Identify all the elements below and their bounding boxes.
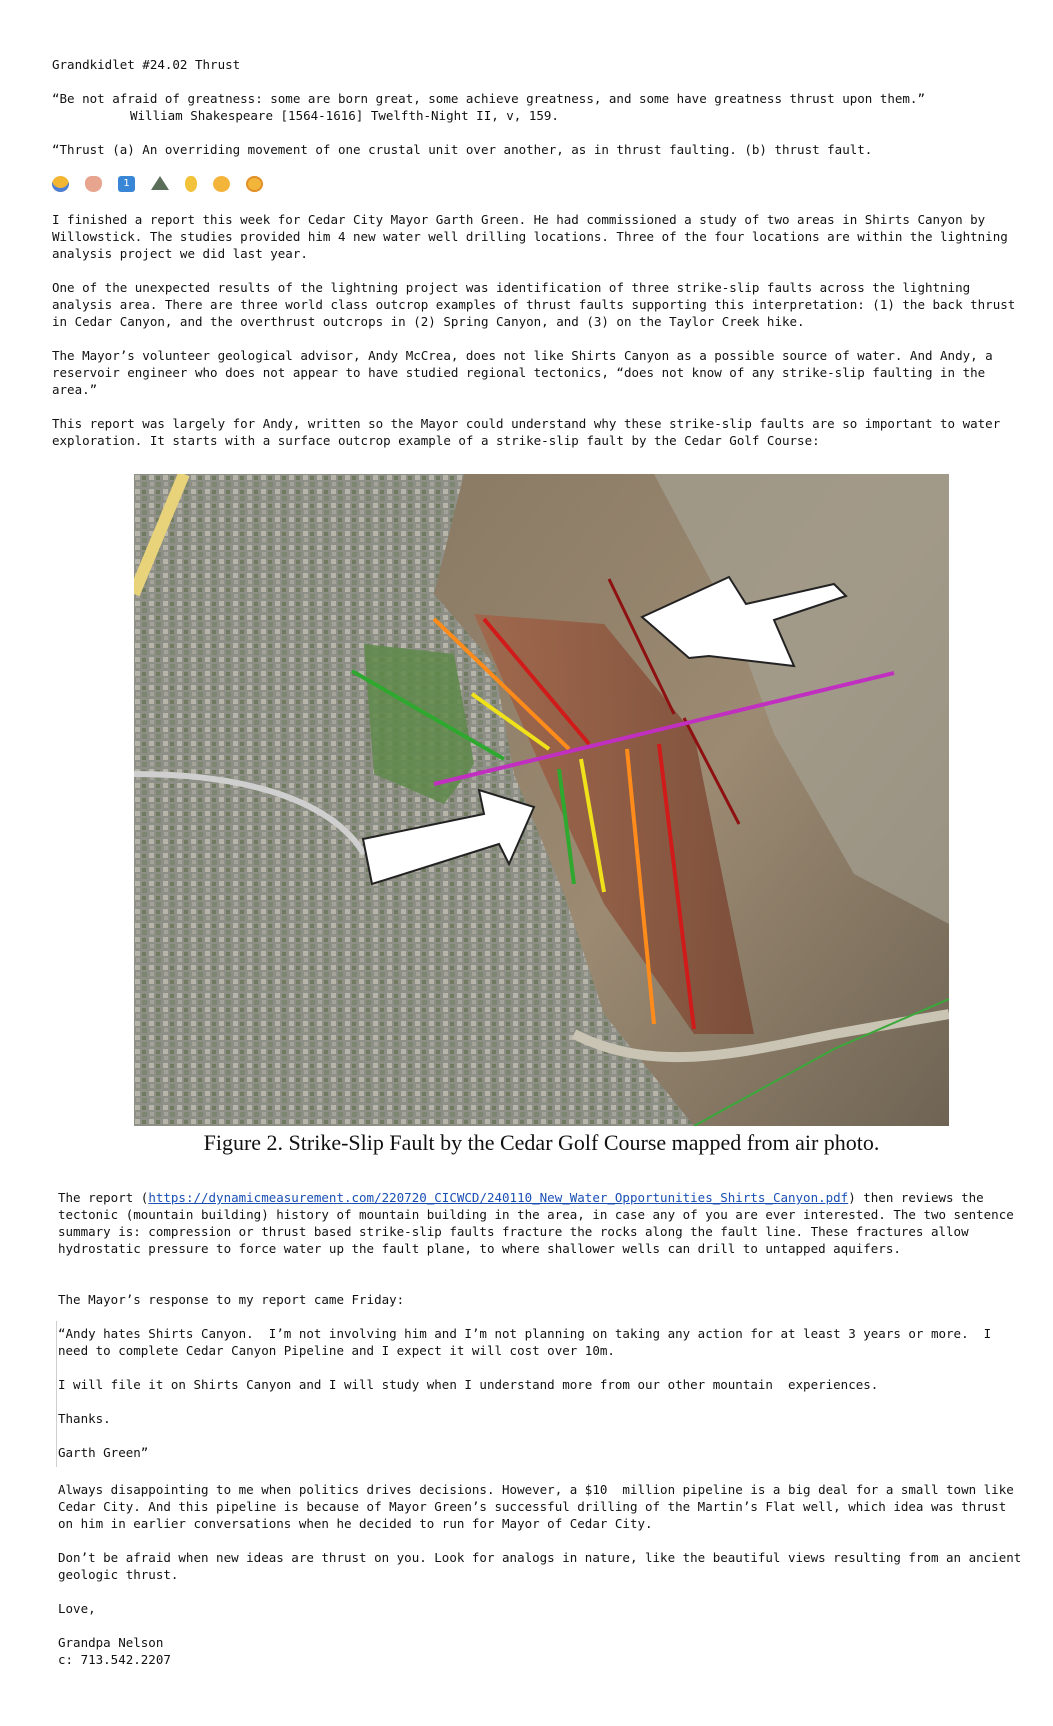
report-link[interactable]: https://dynamicmeasurement.com/220720_CICWCD/240110_New_Water_Opportunities_Shirts_Canyon.pdf [148,1190,849,1205]
paragraph-mayor-response: The Mayor’s response to my report came Friday: [58,1292,405,1307]
paragraph-report-link [58,1189,1028,1257]
paragraph-new-ideas: Don’t be afraid when new ideas are thrust on you. Look for analogs in nature, like the beautiful views resulting from an ancient geologic thrust. [58,1550,1029,1582]
grin-face-icon [246,176,263,192]
emoji-row [52,176,263,192]
keycap-one-icon: 1 [118,176,135,192]
air-photo [134,474,949,1126]
pointing-hand-icon [185,176,197,192]
smile-face-icon [213,176,230,192]
signature-name: Grandpa Nelson [58,1635,164,1650]
report-suffix: ) then reviews the tectonic (mountain building) history of mountain building in the area, in case any of you are ever interested. The two sentence summary is: compression or thrust based strike-slip faults fracture the rocks along the fault line. These fractures allow hydrostatic pressure to force water up the fault plane, to where shallower wells can drill to untapped aquifers. [58,1190,1022,1256]
closing-love: Love, [58,1601,96,1616]
mayor-quote-thanks: Thanks. [58,1411,111,1426]
paragraph-politics: Always disappointing to me when politics drives decisions. However, a $10 million pipeline is a big deal for a small town like Cedar City. And this pipeline is because of Mayor Green’s successful drilling of the Martin’s Flat well, which idea was thrust on him in earlier conversations when he decided to run for Mayor of Cedar City. [58,1482,1022,1531]
scream-face-icon [52,176,69,192]
report-prefix: The report ( [58,1190,149,1205]
document-title: Grandkidlet #24.02 Thrust [52,57,241,72]
quote-attribution: William Shakespeare [1564-1616] Twelfth-Night II, v, 159. [130,108,559,123]
paragraph-geological-advisor: The Mayor’s volunteer geological advisor, Andy McCrea, does not like Shirts Canyon as a possible source of water. And Andy, a reservoir engineer who does not appear to have studied regional tectonics, “does not know of any strike-slip faulting in the area.” [52,348,1001,397]
thrust-definition: “Thrust (a) An overriding movement of one crustal unit over another, as in thrust faulting. (b) thrust fault. [52,142,873,157]
mayor-quote-signature: Garth Green” [58,1445,149,1460]
air-photo-figure [134,474,949,1126]
paragraph-report-purpose: This report was largely for Andy, written so the Mayor could understand why these strike-slip faults are so important to water exploration. It starts with a surface outcrop example of a strike-slip fault by the Cedar Golf Course: [52,416,1008,448]
figure-caption: Figure 2. Strike-Slip Fault by the Cedar Golf Course mapped from air photo. [203,1130,880,1155]
hand-icon [85,176,102,192]
signature-phone: c: 713.542.2207 [58,1652,171,1667]
paragraph-report-finished: I finished a report this week for Cedar City Mayor Garth Green. He had commissioned a study of two areas in Shirts Canyon by Willowstick. The studies provided him 4 new water well drilling locations. Three of the four locations are within the lightning analysis project we did last year. [52,212,1016,261]
mountain-icon [151,176,169,190]
mayor-quote-line1: “Andy hates Shirts Canyon. I’m not involving him and I’m not planning on taking any action for at least 3 years or more. I need to complete Cedar Canyon Pipeline and I expect it will cost over 10m. [58,1326,999,1358]
quote-divider [56,1321,57,1467]
mayor-quote-line2: I will file it on Shirts Canyon and I will study when I understand more from our other mountain experiences. [58,1377,879,1392]
shakespeare-quote: “Be not afraid of greatness: some are born great, some achieve greatness, and some have greatness thrust upon them.” [52,91,925,106]
paragraph-lightning-project: One of the unexpected results of the lightning project was identification of three strike-slip faults across the lightning analysis area. There are three world class outcrop examples of thrust faults supporting this interpretation: (1) the back thrust in Cedar Canyon, and the overthrust outcrops in (2) Spring Canyon, and (3) on the Taylor Creek hike. [52,280,1023,329]
